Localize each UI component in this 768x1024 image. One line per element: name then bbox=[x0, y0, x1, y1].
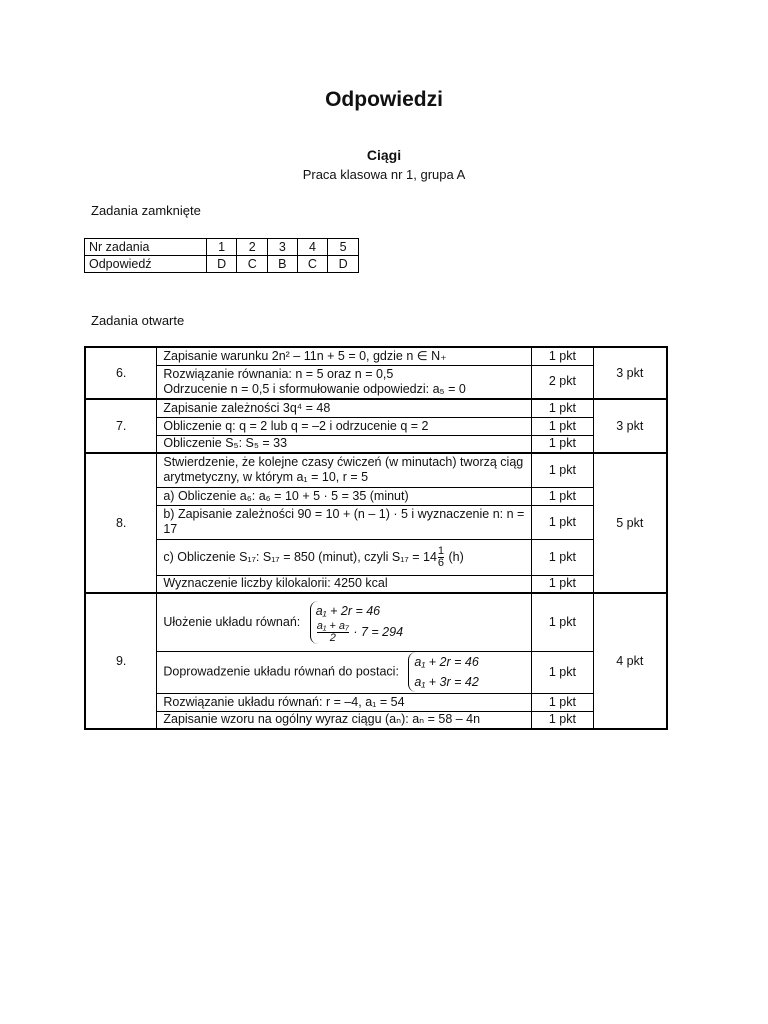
points: 1 pkt bbox=[532, 505, 593, 539]
total-points: 5 pkt bbox=[593, 453, 667, 593]
criterion-line: Rozwiązanie równania: n = 5 oraz n = 0,5 bbox=[163, 366, 394, 381]
criterion-text: c) Obliczenie S₁₇: S₁₇ = 850 (minut), czyli S₁₇ = 14 bbox=[163, 549, 437, 564]
table-row bbox=[85, 365, 667, 399]
equation-system bbox=[408, 652, 478, 692]
criterion bbox=[157, 365, 532, 399]
table-row bbox=[85, 239, 359, 256]
points: 1 pkt bbox=[532, 487, 593, 505]
criterion: Zapisanie warunku 2n² – 11n + 5 = 0, gdzie n ∈ N₊ bbox=[157, 347, 532, 365]
equation: a₁ + 3r = 42 bbox=[414, 675, 479, 689]
criterion: Wyznaczenie liczby kilokalorii: 4250 kcal bbox=[157, 575, 532, 593]
table-row bbox=[85, 651, 667, 693]
points: 1 pkt bbox=[532, 593, 593, 651]
equation-system bbox=[310, 601, 403, 644]
table-row bbox=[85, 435, 667, 453]
points: 1 pkt bbox=[532, 575, 593, 593]
points: 1 pkt bbox=[532, 453, 593, 487]
criterion: Obliczenie S₅: S₅ = 33 bbox=[157, 435, 532, 453]
equation: a₁ + 2r = 46 bbox=[414, 655, 479, 669]
task-answer: C bbox=[297, 256, 328, 273]
table-row bbox=[85, 487, 667, 505]
task-number: 2 bbox=[237, 239, 268, 256]
criterion bbox=[157, 539, 532, 575]
points: 1 pkt bbox=[532, 539, 593, 575]
equation-rest: · 7 = 294 bbox=[353, 624, 404, 639]
task-number: 1 bbox=[206, 239, 237, 256]
points: 1 pkt bbox=[532, 435, 593, 453]
equation: a₁ + 2r = 46 bbox=[315, 603, 381, 618]
points: 1 pkt bbox=[532, 711, 593, 729]
points: 1 pkt bbox=[532, 347, 593, 365]
open-tasks-heading: Zadania otwarte bbox=[91, 313, 185, 328]
fraction-numerator: a₁ + a₇ bbox=[316, 619, 349, 632]
table-row bbox=[85, 693, 667, 711]
task-answer: D bbox=[206, 256, 237, 273]
points: 1 pkt bbox=[532, 399, 593, 417]
points: 2 pkt bbox=[532, 365, 593, 399]
criterion: Obliczenie q: q = 2 lub q = –2 i odrzucenie q = 2 bbox=[157, 417, 532, 435]
section-title: Ciągi bbox=[366, 147, 402, 163]
criterion bbox=[157, 651, 532, 693]
fraction-numerator: 1 bbox=[437, 544, 445, 557]
criterion: a) Obliczenie a₆: a₆ = 10 + 5 · 5 = 35 (minut) bbox=[157, 487, 532, 505]
task-number: 7. bbox=[85, 399, 157, 453]
points: 1 pkt bbox=[532, 693, 593, 711]
table-row bbox=[85, 347, 667, 365]
criterion: Stwierdzenie, że kolejne czasy ćwiczeń (w minutach) tworzą ciąg arytmetyczny, w którym a₁ = 10, r = 5 bbox=[157, 453, 532, 487]
table-row bbox=[85, 539, 667, 575]
criterion: Rozwiązanie układu równań: r = –4, a₁ = 54 bbox=[157, 693, 532, 711]
table-row bbox=[85, 711, 667, 729]
task-answer: B bbox=[268, 256, 298, 273]
section-subtitle: Praca klasowa nr 1, grupa A bbox=[302, 167, 466, 182]
closed-tasks-heading: Zadania zamknięte bbox=[91, 203, 201, 218]
task-number: 3 bbox=[268, 239, 298, 256]
criterion: Zapisanie zależności 3q⁴ = 48 bbox=[157, 399, 532, 417]
task-number: 5 bbox=[328, 239, 359, 256]
criterion bbox=[157, 593, 532, 651]
fraction-denominator: 6 bbox=[437, 556, 445, 569]
points: 1 pkt bbox=[532, 651, 593, 693]
closed-answers-table bbox=[84, 238, 359, 273]
row-label: Odpowiedź bbox=[85, 256, 207, 273]
fraction bbox=[317, 621, 349, 644]
table-row bbox=[85, 256, 359, 273]
total-points: 3 pkt bbox=[593, 399, 667, 453]
equation bbox=[316, 621, 403, 644]
fraction bbox=[438, 546, 444, 569]
table-row bbox=[85, 417, 667, 435]
table-row bbox=[85, 575, 667, 593]
total-points: 4 pkt bbox=[593, 593, 667, 729]
task-number: 4 bbox=[297, 239, 328, 256]
task-number: 6. bbox=[85, 347, 157, 399]
open-answers-table bbox=[84, 346, 668, 730]
row-label: Nr zadania bbox=[85, 239, 207, 256]
criterion: b) Zapisanie zależności 90 = 10 + (n – 1) · 5 i wyznaczenie n: n = 17 bbox=[157, 505, 532, 539]
criterion-text: Doprowadzenie układu równań do postaci: bbox=[163, 664, 399, 679]
criterion-text: Ułożenie układu równań: bbox=[163, 614, 301, 629]
task-number: 8. bbox=[85, 453, 157, 593]
table-row bbox=[85, 593, 667, 651]
page-title: Odpowiedzi bbox=[325, 88, 443, 111]
table-row bbox=[85, 505, 667, 539]
criterion-line: Odrzucenie n = 0,5 i sformułowanie odpowiedzi: a₅ = 0 bbox=[163, 381, 466, 396]
points: 1 pkt bbox=[532, 417, 593, 435]
total-points: 3 pkt bbox=[593, 347, 667, 399]
table-row bbox=[85, 453, 667, 487]
task-answer: D bbox=[328, 256, 359, 273]
task-answer: C bbox=[237, 256, 268, 273]
criterion: Zapisanie wzoru na ogólny wyraz ciągu (aₙ): aₙ = 58 – 4n bbox=[157, 711, 532, 729]
table-row bbox=[85, 399, 667, 417]
task-number: 9. bbox=[85, 593, 157, 729]
criterion-text: (h) bbox=[445, 549, 464, 564]
fraction-denominator: 2 bbox=[329, 631, 336, 644]
